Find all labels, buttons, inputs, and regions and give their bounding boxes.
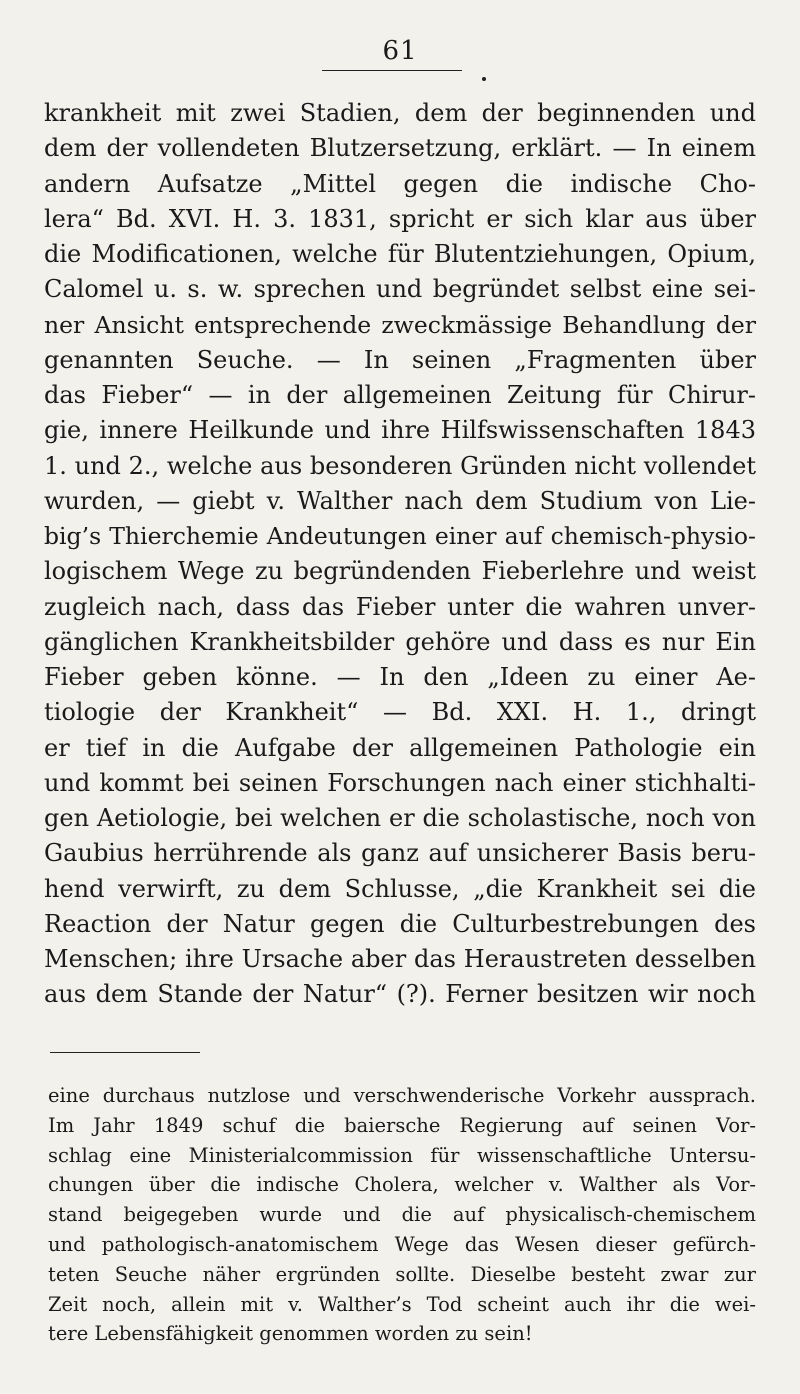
body-line: Gaubius herrührende als ganz auf unsicherer Basis beru-	[44, 839, 756, 868]
body-line: das Fieber“ — in der allgemeinen Zeitung für Chirur-	[44, 381, 756, 409]
footnote-line: und pathologisch-anatomischem Wege das Wesen dieser gefürch-	[48, 1232, 756, 1256]
footnote	[48, 1081, 756, 1349]
page-number: 61	[382, 36, 418, 66]
body-line: krankheit mit zwei Stadien, dem der beginnenden und	[44, 99, 756, 127]
body-line: ner Ansicht entsprechende zweckmässige Behandlung der	[44, 310, 756, 339]
print-speck	[482, 77, 486, 81]
body-line: tiologie der Krankheit“ — Bd. XXI. H. 1., dringt	[44, 698, 756, 727]
body-line: zugleich nach, dass das Fieber unter die wahren unver-	[44, 592, 756, 621]
header-rule	[322, 70, 462, 71]
body-line: Reaction der Natur gegen die Culturbestrebungen des	[44, 909, 756, 938]
body-line: aus dem Stande der Natur“ (?). Ferner besitzen wir noch	[44, 980, 756, 1009]
body-line: big’s Thierchemie Andeutungen einer auf chemisch-physio-	[44, 522, 756, 550]
body-line: hend verwirft, zu dem Schlusse, „die Krankheit sei die	[44, 874, 756, 903]
body-line: andern Aufsatze „Mittel gegen die indische Cho-	[44, 169, 756, 198]
body-line: 1. und 2., welche aus besonderen Gründen nicht vollendet	[44, 451, 756, 480]
body-line: und kommt bei seinen Forschungen nach einer stichhalti-	[44, 768, 756, 797]
body-line: gie, innere Heilkunde und ihre Hilfswissenschaften 1843	[44, 416, 756, 445]
body-line: die Modificationen, welche für Blutentziehungen, Opium,	[44, 240, 756, 268]
footnote-line: stand beigegeben wurde und die auf physicalisch-chemischem	[48, 1203, 756, 1227]
body-line: gen Aetiologie, bei welchen er die scholastische, noch von	[44, 804, 756, 832]
footnote-rule	[50, 1052, 200, 1053]
body-line: wurden, — giebt v. Walther nach dem Studium von Lie-	[44, 486, 756, 515]
body-line: genannten Seuche. — In seinen „Fragmenten über	[44, 345, 756, 374]
footnote-line: tere Lebensfähigkeit genommen worden zu sein!	[48, 1322, 533, 1346]
body-line: Fieber geben könne. — In den „Ideen zu einer Ae-	[44, 663, 756, 691]
footnote-line: teten Seuche näher ergründen sollte. Dieselbe besteht zwar zur	[48, 1262, 756, 1286]
body-line: gänglichen Krankheitsbilder gehöre und dass es nur Ein	[44, 627, 756, 656]
body-text	[44, 96, 756, 1013]
footnote-line: eine durchaus nutzlose und verschwenderische Vorkehr aussprach.	[48, 1084, 756, 1107]
footnote-line: chungen über die indische Cholera, welcher v. Walther als Vor-	[48, 1173, 756, 1197]
footnote-line: Zeit noch, allein mit v. Walther’s Tod scheint auch ihr die wei-	[48, 1292, 756, 1316]
body-line: lera“ Bd. XVI. H. 3. 1831, spricht er sich klar aus über	[44, 204, 756, 233]
body-line: Calomel u. s. w. sprechen und begründet selbst eine sei-	[44, 275, 756, 304]
body-line: logischem Wege zu begründenden Fieberlehre und weist	[44, 557, 756, 586]
footnote-line: Im Jahr 1849 schuf die baiersche Regierung auf seinen Vor-	[48, 1113, 756, 1137]
body-line: dem der vollendeten Blutzersetzung, erklärt. — In einem	[44, 134, 756, 163]
body-line: Menschen; ihre Ursache aber das Heraustreten desselben	[44, 945, 756, 973]
body-line: er tief in die Aufgabe der allgemeinen Pathologie ein	[44, 733, 756, 762]
footnote-line: schlag eine Ministerialcommission für wissenschaftliche Untersu-	[48, 1143, 756, 1167]
